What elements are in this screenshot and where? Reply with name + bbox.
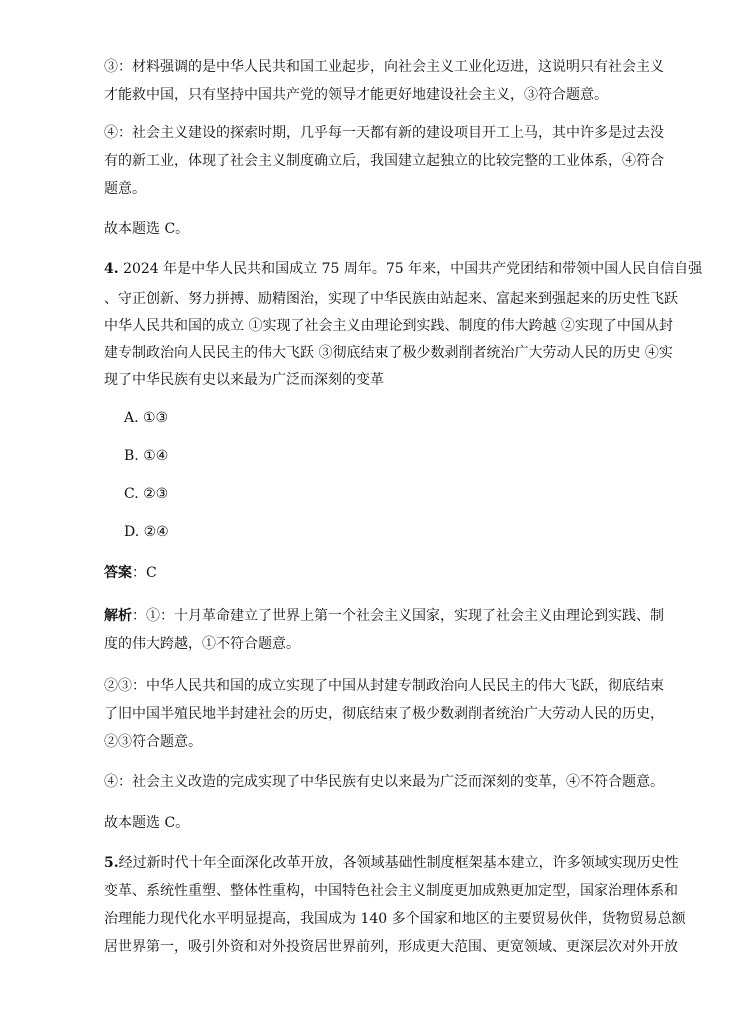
question-4-stem-text: 2024 年是中华人民共和国成立 75 周年。75 年来，中国共产党团结和带领中国人民自信自强 [118, 261, 703, 277]
question-4-number: 4. [104, 261, 119, 277]
question-5-stem-text: 经过新时代十年全面深化改革开放，各领域基础性制度框架基本建立，许多领域实现历史性 [118, 855, 679, 871]
option-a: A. ①③ [124, 410, 169, 426]
analysis-label: 解析 [104, 608, 132, 624]
analysis-4-line: ④：社会主义改造的完成实现了中华民族有史以来最为广泛而深刻的变革，④不符合题意。 [104, 774, 664, 790]
question-5-number: 5. [104, 855, 119, 871]
prev-conclusion: 故本题选 C。 [104, 221, 190, 237]
prev-point-4-line-2: 有的新工业，体现了社会主义制度确立后，我国建立起独立的比较完整的工业体系，④符合 [104, 153, 664, 169]
prev-point-4-line-1: ④：社会主义建设的探索时期，几乎每一天都有新的建设项目开工上马，其中许多是过去没 [104, 125, 664, 141]
question-5-stem-line-4: 居世界第一，吸引外资和对外投资居世界前列，形成更大范围、更宽领域、更深层次对外开放 [104, 939, 678, 955]
option-b: B. ①④ [124, 448, 169, 464]
analysis-line-2: 度的伟大跨越，①不符合题意。 [104, 636, 300, 652]
question-4-stem-line-2: 、守正创新、努力拼搏、励精图治，实现了中华民族由站起来、富起来到强起来的历史性飞跃 [104, 291, 678, 307]
analysis-23-line-3: ②③符合题意。 [104, 734, 202, 750]
question-4-stem-line-3: 中华人民共和国的成立 ①实现了社会主义由理论到实践、制度的伟大跨越 ②实现了中国从封 [104, 318, 673, 334]
question-4-stem-line-1 [104, 259, 702, 279]
question-4-conclusion: 故本题选 C。 [104, 815, 190, 831]
question-4-stem-line-4: 建专制政治向人民民主的伟大飞跃 ③彻底结束了极少数剥削者统治广大劳动人民的历史 ④实 [104, 345, 673, 361]
prev-point-3-line-2: 才能救中国，只有坚持中国共产党的领导才能更好地建设社会主义，③符合题意。 [104, 87, 608, 103]
question-5-stem-line-1 [104, 853, 679, 873]
question-5-stem-line-2: 变革、系统性重塑、整体性重构，中国特色社会主义制度更加成熟更加定型，国家治理体系和 [104, 883, 678, 899]
answer-value: ：C [132, 565, 157, 581]
option-d: D. ②④ [124, 524, 169, 540]
answer-line [104, 563, 157, 583]
prev-point-4-line-3: 题意。 [104, 181, 146, 197]
analysis-23-line-2: 了旧中国半殖民地半封建社会的历史，彻底结束了极少数剥削者统治广大劳动人民的历史， [104, 706, 664, 722]
option-c: C. ②③ [124, 486, 169, 502]
analysis-text: ：①：十月革命建立了世界上第一个社会主义国家，实现了社会主义由理论到实践、制 [132, 608, 664, 624]
prev-point-3-line-1: ③：材料强调的是中华人民共和国工业起步，向社会主义工业化迈进，这说明只有社会主义 [104, 59, 664, 75]
analysis-line-1 [104, 606, 664, 626]
analysis-23-line-1: ②③：中华人民共和国的成立实现了中国从封建专制政治向人民民主的伟大飞跃，彻底结束 [104, 678, 664, 694]
question-4-stem-line-5: 现了中华民族有史以来最为广泛而深刻的变革 [104, 372, 384, 388]
question-5-stem-line-3: 治理能力现代化水平明显提高，我国成为 140 多个国家和地区的主要贸易伙伴，货物贸易总额 [104, 911, 686, 927]
answer-label: 答案 [104, 565, 132, 581]
